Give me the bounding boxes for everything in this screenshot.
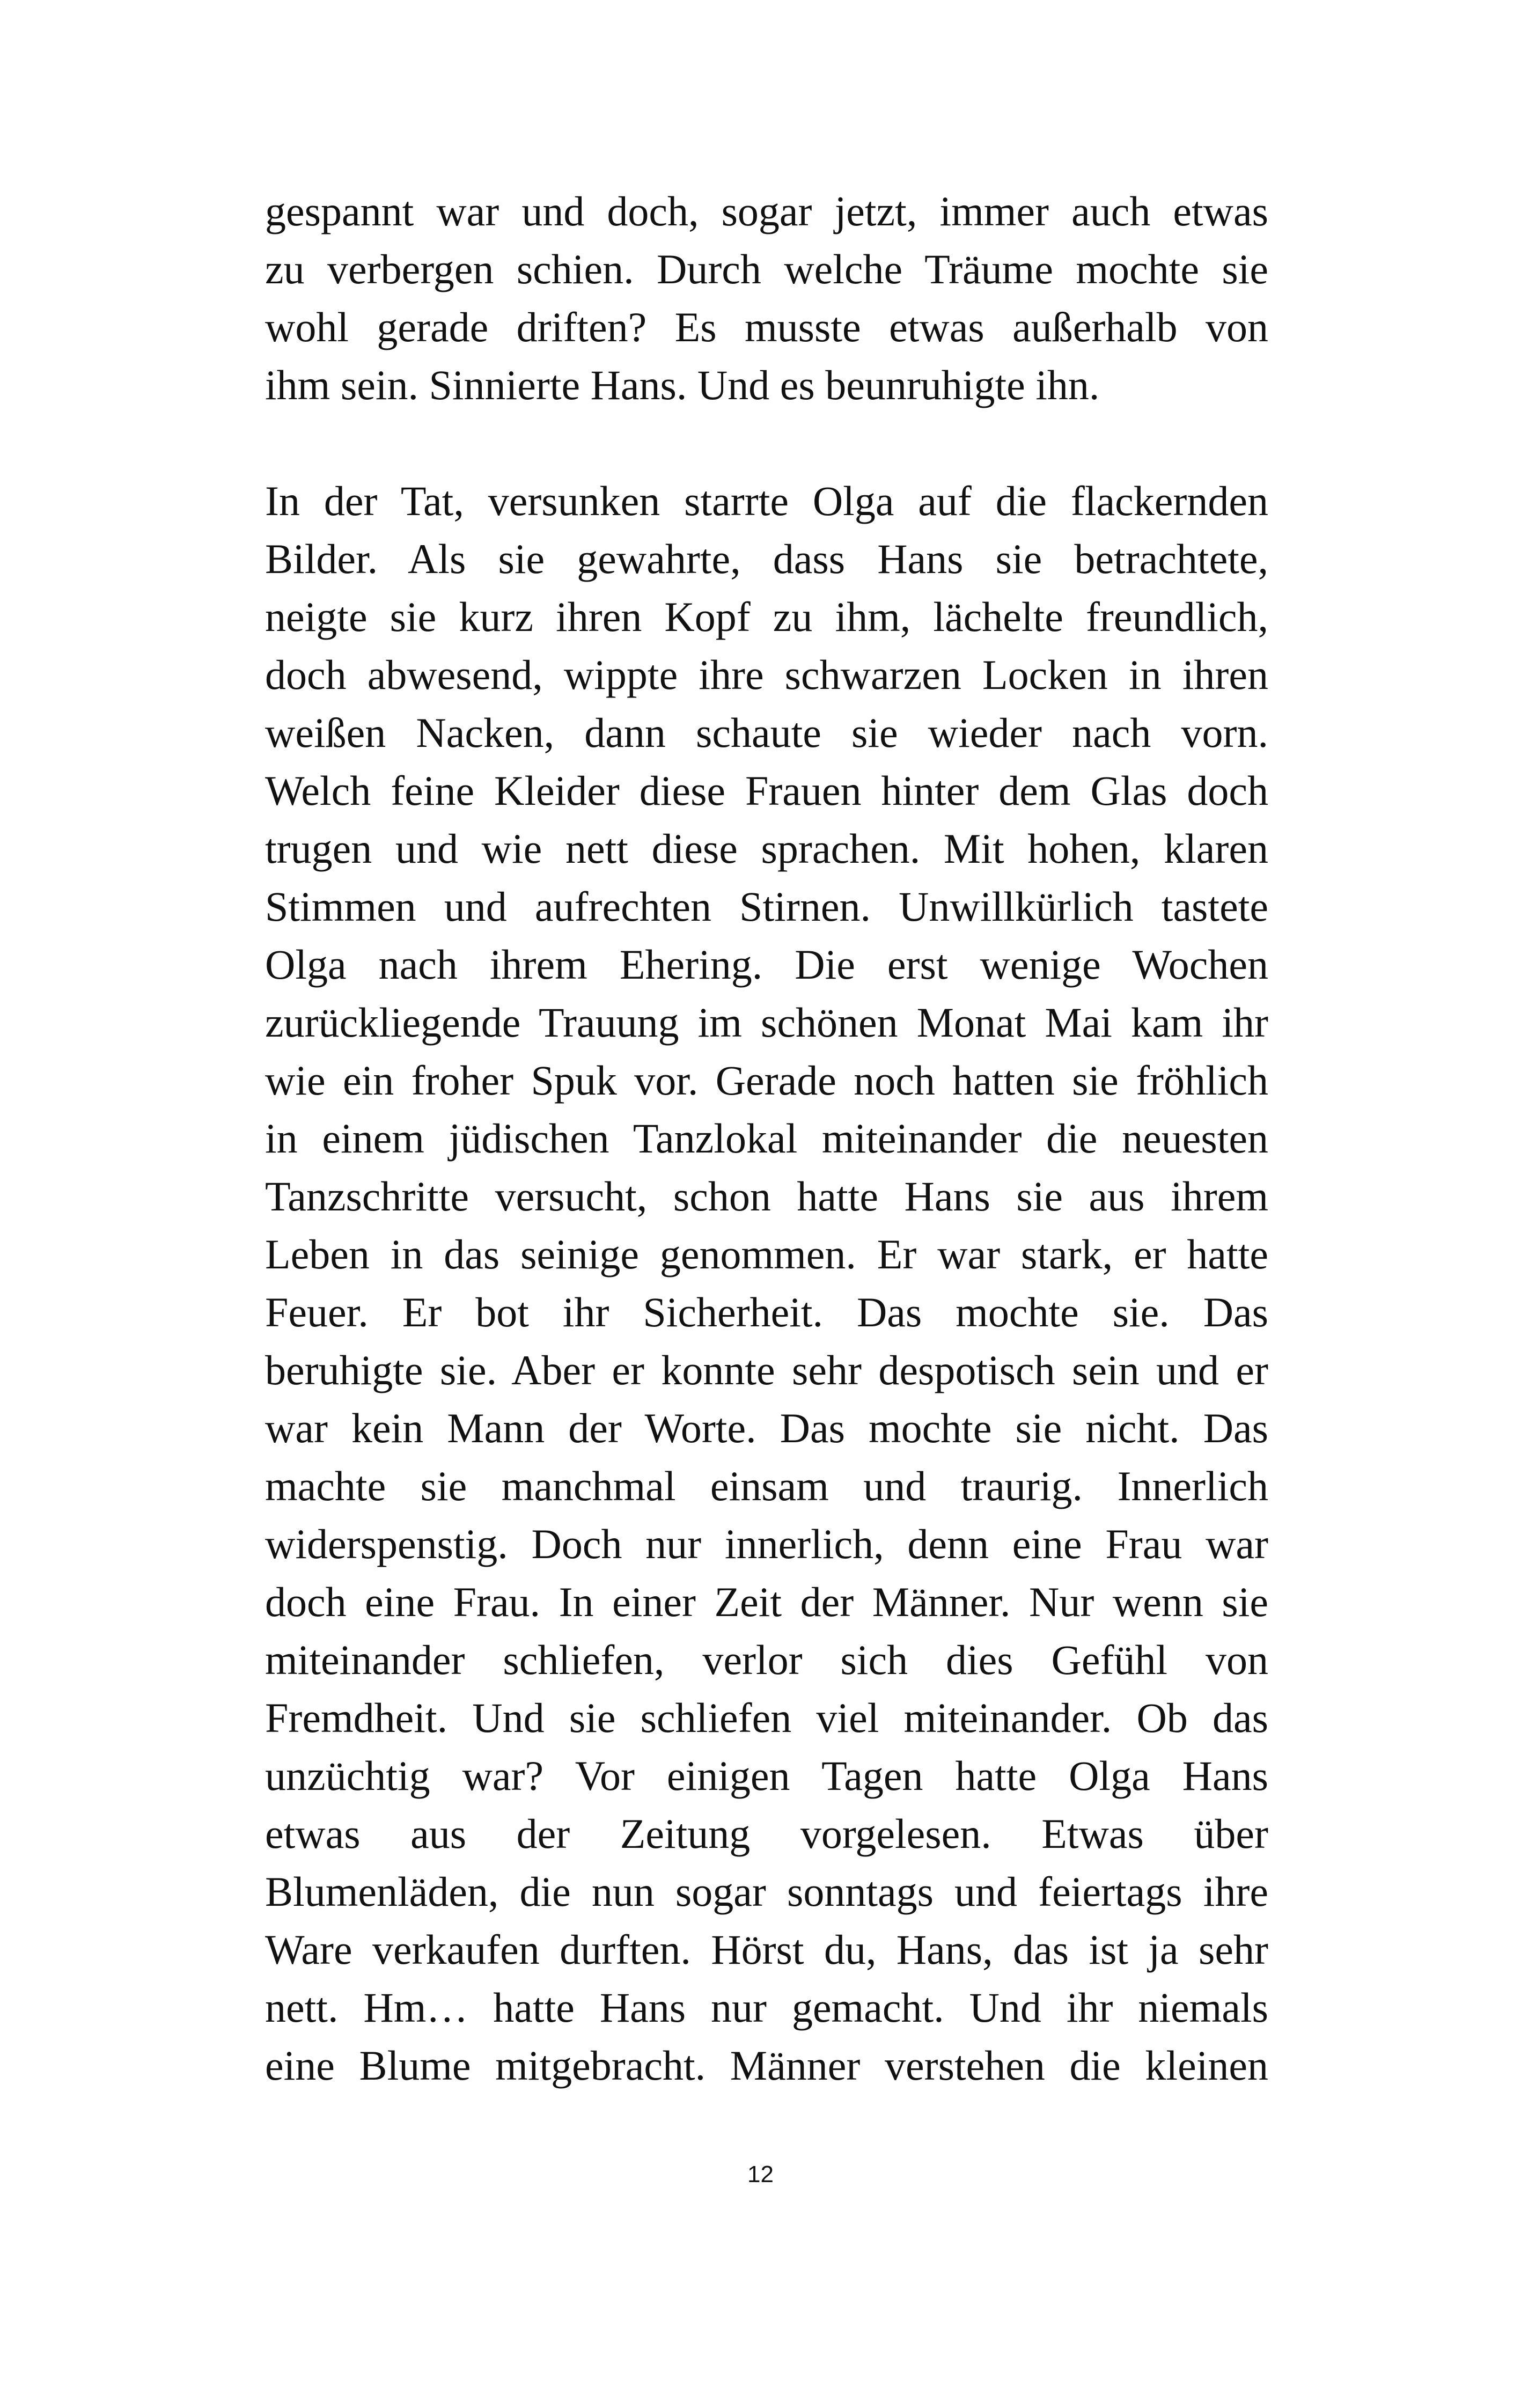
text-line: weißen Nacken, dann schaute sie wieder nach vorn.	[265, 709, 1268, 756]
text-line: war kein Mann der Worte. Das mochte sie nicht. Das	[265, 1405, 1268, 1451]
text-line: Bilder. Als sie gewahrte, dass Hans sie betrachtete,	[265, 535, 1268, 582]
text-line: widerspenstig. Doch nur innerlich, denn eine Frau war	[265, 1521, 1268, 1567]
text-line: neigte sie kurz ihren Kopf zu ihm, lächelte freundlich,	[265, 593, 1268, 640]
text-line: In der Tat, versunken starrte Olga auf die flackernden	[265, 478, 1268, 524]
text-line: trugen und wie nett diese sprachen. Mit hohen, klaren	[265, 825, 1268, 872]
text-line: unzüchtig war? Vor einigen Tagen hatte Olga Hans	[265, 1752, 1268, 1799]
paragraph-1	[265, 182, 1268, 414]
text-line: Blumenläden, die nun sogar sonntags und feiertags ihre	[265, 1868, 1268, 1915]
text-line: zu verbergen schien. Durch welche Träume mochte sie	[265, 246, 1268, 292]
text-line: wohl gerade driften? Es musste etwas außerhalb von	[265, 304, 1268, 350]
text-line: ihm sein. Sinnierte Hans. Und es beunruhigte ihn.	[265, 362, 1100, 408]
text-line: wie ein froher Spuk vor. Gerade noch hatten sie fröhlich	[265, 1057, 1268, 1104]
text-line: miteinander schliefen, verlor sich dies Gefühl von	[265, 1636, 1268, 1683]
text-line: Olga nach ihrem Ehering. Die erst wenige Wochen	[265, 941, 1268, 988]
text-line: Leben in das seinige genommen. Er war stark, er hatte	[265, 1231, 1268, 1278]
page-number: 12	[747, 2161, 774, 2187]
text-line: doch abwesend, wippte ihre schwarzen Locken in ihren	[265, 651, 1268, 698]
text-line: Fremdheit. Und sie schliefen viel miteinander. Ob das	[265, 1694, 1268, 1741]
paragraph-2	[265, 472, 1268, 2095]
text-line: Stimmen und aufrechten Stirnen. Unwillkürlich tastete	[265, 883, 1268, 930]
text-line: zurückliegende Trauung im schönen Monat Mai kam ihr	[265, 999, 1268, 1046]
text-line: machte sie manchmal einsam und traurig. Innerlich	[265, 1463, 1268, 1509]
text-line: Ware verkaufen durften. Hörst du, Hans, das ist ja sehr	[265, 1926, 1268, 1973]
text-line: etwas aus der Zeitung vorgelesen. Etwas über	[265, 1810, 1268, 1857]
text-line: Welch feine Kleider diese Frauen hinter dem Glas doch	[265, 767, 1268, 814]
text-line: Tanzschritte versucht, schon hatte Hans sie aus ihrem	[265, 1173, 1268, 1220]
text-line: eine Blume mitgebracht. Männer verstehen die kleinen	[265, 2042, 1268, 2089]
text-line: in einem jüdischen Tanzlokal miteinander die neuesten	[265, 1115, 1268, 1162]
text-line: gespannt war und doch, sogar jetzt, immer auch etwas	[265, 188, 1268, 234]
text-line: Feuer. Er bot ihr Sicherheit. Das mochte sie. Das	[265, 1289, 1268, 1335]
text-line: nett. Hm… hatte Hans nur gemacht. Und ihr niemals	[265, 1984, 1268, 2031]
text-line: doch eine Frau. In einer Zeit der Männer. Nur wenn sie	[265, 1579, 1268, 1625]
text-line: beruhigte sie. Aber er konnte sehr despotisch sein und er	[265, 1347, 1268, 1393]
